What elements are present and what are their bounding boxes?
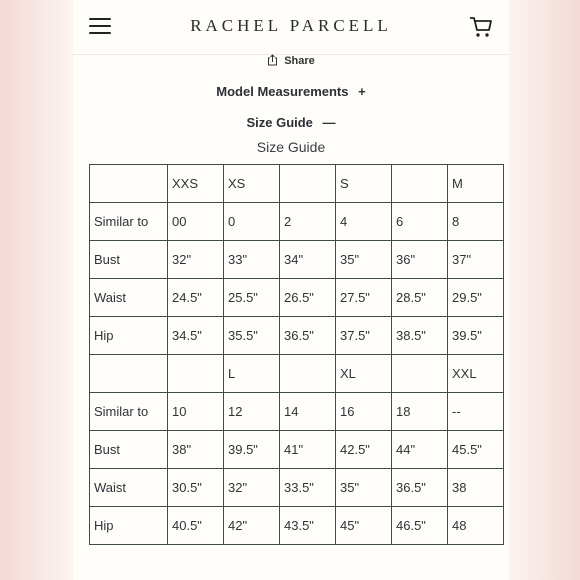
size-value-cell: 38: [448, 469, 504, 507]
table-row: [90, 469, 504, 507]
size-value-cell: 33": [224, 241, 280, 279]
row-label-cell: Waist: [90, 469, 168, 507]
size-value-cell: 36.5": [280, 317, 336, 355]
size-value-cell: 16: [336, 393, 392, 431]
size-value-cell: L: [224, 355, 280, 393]
size-value-cell: XS: [224, 165, 280, 203]
table-row: [90, 431, 504, 469]
size-value-cell: 42.5": [336, 431, 392, 469]
size-value-cell: 40.5": [168, 507, 224, 545]
size-value-cell: 12: [224, 393, 280, 431]
table-row: [90, 279, 504, 317]
table-row: [90, 203, 504, 241]
size-value-cell: XXL: [448, 355, 504, 393]
size-value-cell: 24.5": [168, 279, 224, 317]
size-value-cell: 35": [336, 469, 392, 507]
size-guide-toggle[interactable]: [73, 115, 509, 130]
share-label: Share: [284, 55, 315, 67]
table-row: [90, 317, 504, 355]
size-value-cell: 36.5": [392, 469, 448, 507]
size-value-cell: 44": [392, 431, 448, 469]
size-value-cell: XXS: [168, 165, 224, 203]
row-label-cell: Similar to: [90, 393, 168, 431]
size-value-cell: 33.5": [280, 469, 336, 507]
size-value-cell: S: [336, 165, 392, 203]
size-value-cell: 38.5": [392, 317, 448, 355]
size-value-cell: M: [448, 165, 504, 203]
size-value-cell: 10: [168, 393, 224, 431]
size-value-cell: 6: [392, 203, 448, 241]
cart-icon[interactable]: [469, 15, 493, 39]
size-value-cell: 45": [336, 507, 392, 545]
size-value-cell: 14: [280, 393, 336, 431]
size-value-cell: 8: [448, 203, 504, 241]
row-label-cell: Hip: [90, 507, 168, 545]
size-value-cell: 26.5": [280, 279, 336, 317]
size-value-cell: [168, 355, 224, 393]
size-value-cell: [392, 165, 448, 203]
size-value-cell: 39.5": [448, 317, 504, 355]
size-value-cell: 35.5": [224, 317, 280, 355]
share-button[interactable]: [73, 54, 509, 69]
size-value-cell: 38": [168, 431, 224, 469]
size-value-cell: 00: [168, 203, 224, 241]
size-value-cell: XL: [336, 355, 392, 393]
model-measurements-label: Model Measurements: [216, 84, 349, 99]
size-value-cell: 2: [280, 203, 336, 241]
size-value-cell: [280, 355, 336, 393]
table-row: [90, 355, 504, 393]
size-value-cell: 0: [224, 203, 280, 241]
size-value-cell: [392, 355, 448, 393]
size-value-cell: 18: [392, 393, 448, 431]
size-value-cell: 36": [392, 241, 448, 279]
row-label-cell: Similar to: [90, 203, 168, 241]
size-value-cell: 29.5": [448, 279, 504, 317]
size-value-cell: 34.5": [168, 317, 224, 355]
size-value-cell: 28.5": [392, 279, 448, 317]
table-row: [90, 241, 504, 279]
size-value-cell: 34": [280, 241, 336, 279]
size-value-cell: 41": [280, 431, 336, 469]
model-measurements-toggle[interactable]: [73, 84, 509, 99]
size-value-cell: --: [448, 393, 504, 431]
size-value-cell: 46.5": [392, 507, 448, 545]
size-value-cell: 30.5": [168, 469, 224, 507]
size-value-cell: 32": [224, 469, 280, 507]
size-value-cell: 32": [168, 241, 224, 279]
size-value-cell: 45.5": [448, 431, 504, 469]
size-value-cell: 4: [336, 203, 392, 241]
table-row: [90, 507, 504, 545]
table-row: [90, 393, 504, 431]
size-guide-title: Size Guide: [256, 139, 326, 155]
row-label-cell: Waist: [90, 279, 168, 317]
minus-icon: —: [322, 115, 336, 130]
row-label-cell: Bust: [90, 241, 168, 279]
size-guide-table: [89, 164, 504, 545]
size-value-cell: 35": [336, 241, 392, 279]
brand-logo[interactable]: RACHEL PARCELL: [190, 16, 392, 35]
plus-icon: +: [358, 84, 366, 99]
row-label-cell: Hip: [90, 317, 168, 355]
size-value-cell: 48: [448, 507, 504, 545]
row-label-cell: [90, 165, 168, 203]
size-value-cell: 37": [448, 241, 504, 279]
table-row: [90, 165, 504, 203]
row-label-cell: [90, 355, 168, 393]
size-value-cell: 37.5": [336, 317, 392, 355]
product-page: [73, 0, 509, 580]
size-value-cell: 43.5": [280, 507, 336, 545]
share-icon: [267, 54, 278, 69]
size-value-cell: 39.5": [224, 431, 280, 469]
size-value-cell: 27.5": [336, 279, 392, 317]
size-guide-label: Size Guide: [246, 115, 313, 130]
row-label-cell: Bust: [90, 431, 168, 469]
size-value-cell: 42": [224, 507, 280, 545]
size-value-cell: 25.5": [224, 279, 280, 317]
size-value-cell: [280, 165, 336, 203]
site-header: [73, 0, 509, 55]
